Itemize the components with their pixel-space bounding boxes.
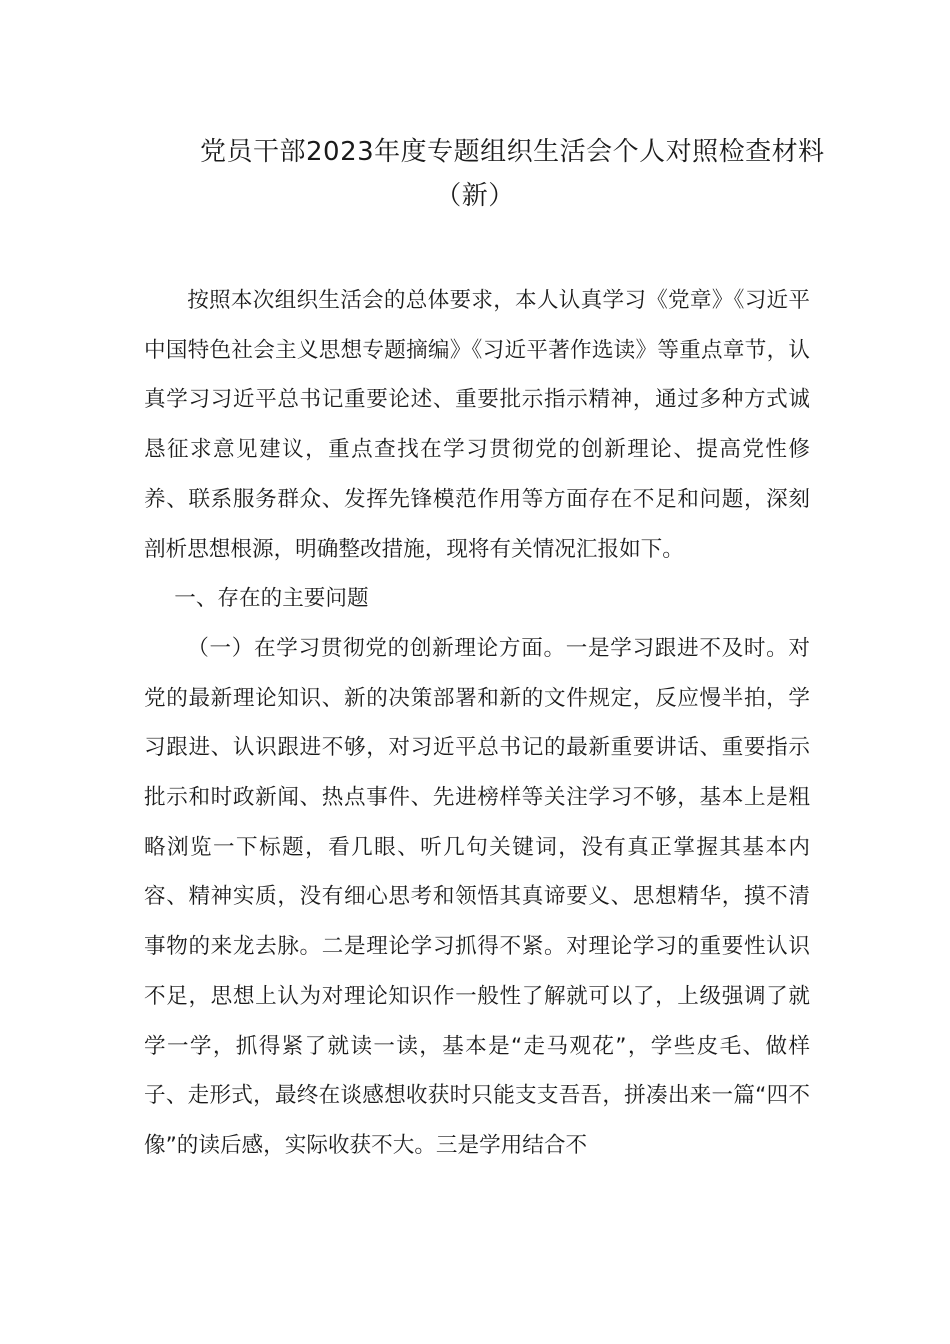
intro-paragraph: 按照本次组织生活会的总体要求，本人认真学习《党章》《习近平中国特色社会主义思想专题摘编》《习近平著作选读》等重点章节，认真学习习近平总书记重要论述、重要批示指示精神，通过多种方式诚恳征求意见建议，重点查找在学习贯彻党的创新理论、提高党性修养、联系服务群众、发挥先锋模范作用等方面存在不足和问题，深刻剖析思想根源，明确整改措施，现将有关情况汇报如下。: [144, 288, 810, 562]
section-1-paragraph-1: （一）在学习贯彻党的创新理论方面。一是学习跟进不及时。对党的最新理论知识、新的决策部署和新的文件规定，反应慢半拍，学习跟进、认识跟进不够，对习近平总书记的最新重要讲话、重要指示批示和时政新闻、热点事件、先进榜样等关注学习不够，基本上是粗略浏览一下标题，看几眼、听几句关键词，没有真正掌握其基本内容、精神实质，没有细心思考和领悟其真谛要义、思想精华，摸不清事物的来龙去脉。二是理论学习抓得不紧。对理论学习的重要性认识不足，思想上认为对理论知识作一般性了解就可以了，上级强调了就学一学，抓得紧了就读一读，基本是“走马观花”，学些皮毛、做样子、走形式，最终在谈感想收获时只能支支吾吾，拼凑出来一篇“四不像”的读后感，实际收获不大。三是学用结合不: [144, 635, 810, 1158]
section-heading-1: 一、存在的主要问题: [174, 586, 369, 612]
document-title: [140, 130, 825, 218]
title-line-2: （新）: [435, 181, 515, 211]
document-body: [144, 276, 810, 1171]
title-line-1: 党员干部2023年度专题组织生活会个人对照检查材料: [200, 137, 825, 167]
